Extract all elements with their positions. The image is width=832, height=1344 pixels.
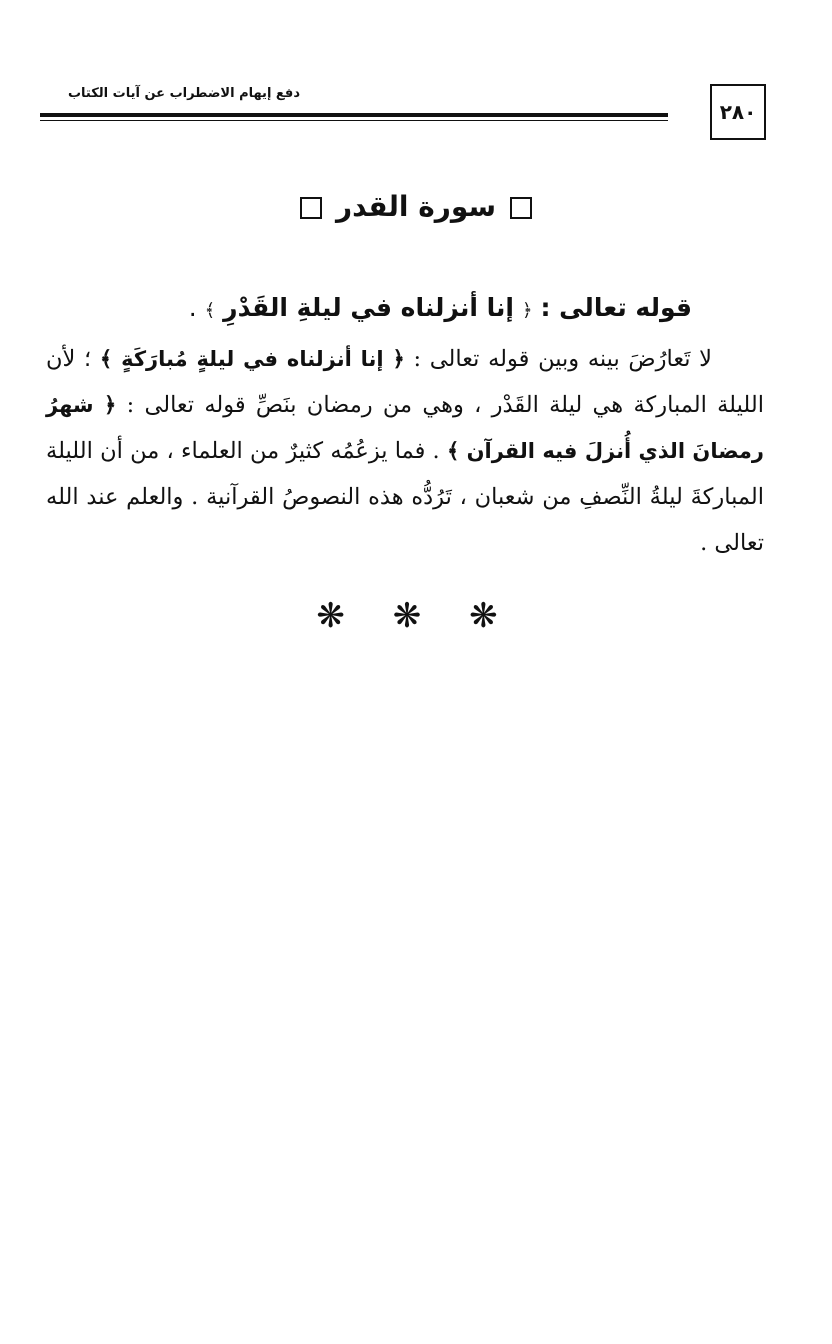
verse-close-bracket: ﴾: [204, 300, 216, 321]
verse-text: إنا أنزلناه في ليلةِ القَدْرِ: [223, 293, 514, 322]
quran-quote-1: ﴿ إنا أنزلناه في ليلةٍ مُبارَكَةٍ ﴾: [99, 347, 405, 371]
asterism-separator: ❋ ❋ ❋: [316, 596, 516, 636]
verse-intro: قوله تعالى :: [540, 293, 692, 322]
quran-quote-2: ﴿ شهرُ رمضانَ الذي أُنزلَ فيه القرآن ﴾: [46, 393, 764, 463]
square-ornament-icon: [300, 197, 322, 219]
header-rule-thick: [40, 113, 668, 117]
page-number: ٢٨٠: [710, 84, 766, 140]
verse-end: .: [188, 293, 197, 322]
body-text-2: ؛ لأن الليلة المباركة هي ليلة القَدْر ، وهي من رمضان بنَصِّ قوله تعالى :: [46, 346, 764, 418]
square-ornament-icon: [510, 197, 532, 219]
verse-open-bracket: ﴿: [521, 300, 533, 321]
header-rule-thin: [40, 120, 668, 121]
body-paragraph: [46, 336, 764, 566]
running-title: دفع إيهام الاضطراب عن آيات الكتاب: [67, 86, 300, 101]
verse-line: [132, 288, 692, 331]
body-text-3: . فما يزعُمُه كثيرٌ من العلماء ، من أن الليلة المباركةَ ليلةُ النِّصفِ من شعبان ، تَرُدُّه هذه النصوصُ القرآنية . والعلم عند الله تعالى .: [46, 438, 764, 556]
surah-heading: [0, 190, 832, 223]
body-text-1: لا تَعارُضَ بينه وبين قوله تعالى :: [413, 346, 712, 372]
surah-title: سورة القدر: [335, 190, 497, 223]
